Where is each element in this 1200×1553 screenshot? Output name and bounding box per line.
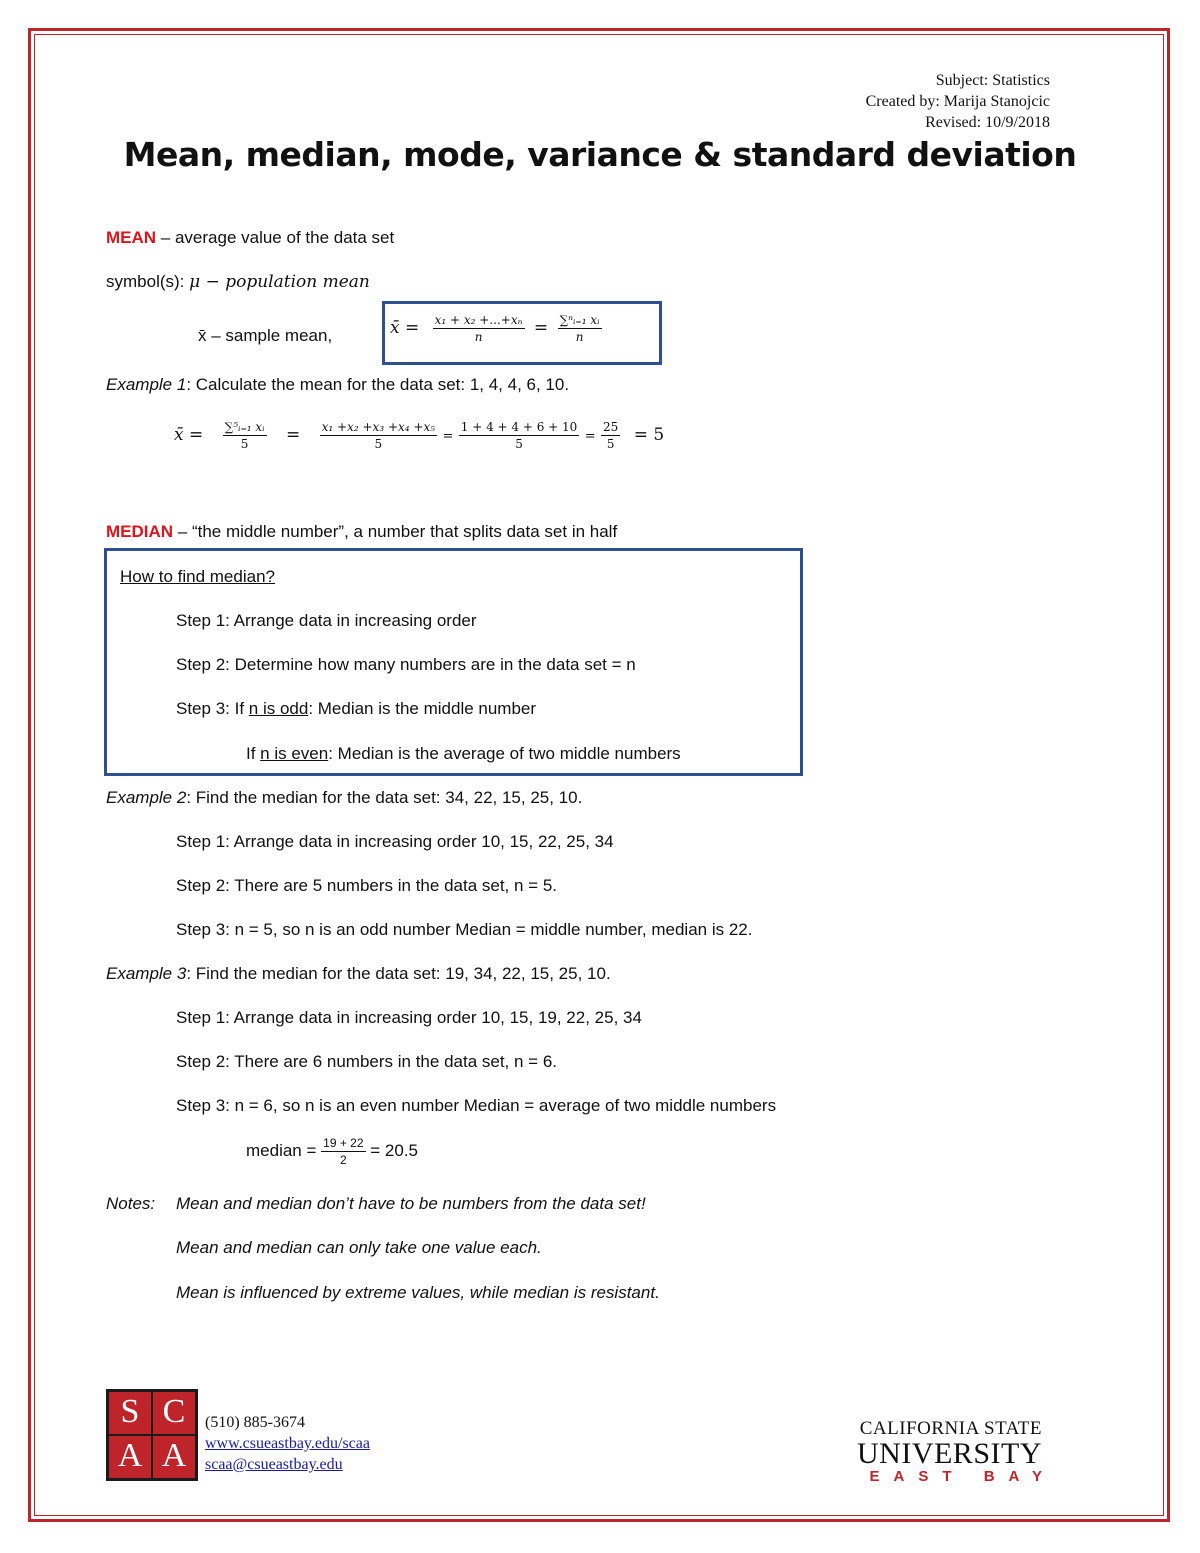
formula-eq: =: [533, 318, 549, 338]
contact-email-link[interactable]: scaa@csueastbay.edu: [205, 1456, 343, 1473]
example3-label: Example 3: [106, 964, 187, 983]
howto-step3b-even: n is even: [260, 744, 329, 763]
mean-formula: [390, 313, 602, 344]
csu-line3: EAST BAY: [869, 1468, 1056, 1485]
calc-lhs: x̄ =: [174, 425, 204, 445]
logo-letter-c: C: [153, 1392, 195, 1434]
median-heading: MEDIAN: [106, 522, 174, 541]
example1-label: Example 1: [106, 375, 187, 394]
formula-sigma-den: n: [575, 330, 584, 344]
notes-label: Notes:: [106, 1194, 156, 1213]
calc-f4-den: 5: [606, 437, 615, 451]
median-heading-line: [106, 522, 617, 542]
formula-sigma-fraction: [558, 313, 602, 344]
median-calc-fraction: [321, 1136, 365, 1167]
example3-step3: Step 3: n = 6, so n is an even number Median = average of two middle numbers: [176, 1096, 777, 1115]
scaa-logo: [106, 1389, 198, 1481]
howto-step3b-prefix: If: [246, 744, 261, 763]
howto-step3-prefix: Step 3: If: [176, 699, 249, 718]
page-title: Mean, median, mode, variance & standard deviation: [123, 135, 1077, 174]
calc-eq3: =: [584, 429, 596, 444]
note-3: Mean is influenced by extreme values, while median is resistant.: [176, 1283, 660, 1302]
howto-step1: Step 1: Arrange data in increasing order: [176, 611, 477, 630]
note-1: Mean and median don’t have to be numbers from the data set!: [176, 1194, 646, 1213]
formula-sum-fraction: [433, 313, 525, 344]
calc-f3-num: 1 + 4 + 4 + 6 + 10: [460, 420, 578, 434]
xbar-label: x̄ – sample mean,: [198, 326, 333, 345]
example2-step1: Step 1: Arrange data in increasing order 10, 15, 22, 25, 34: [176, 832, 614, 851]
calc-fraction-4: [601, 420, 620, 451]
formula-lhs: x̄ =: [390, 318, 420, 338]
example2-text: : Find the median for the data set: 34, 22, 15, 25, 10.: [186, 788, 583, 807]
csu-logo: [857, 1418, 1056, 1485]
symbols-line: [106, 272, 370, 292]
example1-line: [106, 375, 569, 395]
contact-url-link[interactable]: www.csueastbay.edu/scaa: [205, 1435, 370, 1452]
calc-f4-num: 25: [603, 420, 619, 434]
median-definition: – “the middle number”, a number that splits data set in half: [173, 522, 618, 541]
calc-f3-den: 5: [515, 437, 523, 451]
calc-f1-den: 5: [240, 437, 249, 451]
example3-step2: Step 2: There are 6 numbers in the data set, n = 6.: [176, 1052, 558, 1071]
howto-step3-suffix: : Median is the middle number: [308, 699, 537, 718]
logo-letter-s: S: [109, 1392, 151, 1434]
median-calc-den: 2: [340, 1153, 347, 1167]
calc-f2-num: x₁ +x₂ +x₃ +x₄ +x₅: [321, 420, 436, 434]
note-2: Mean and median can only take one value each.: [176, 1238, 542, 1257]
example2-step3: Step 3: n = 5, so n is an odd number Median = middle number, median is 22.: [176, 920, 753, 939]
example3-text: : Find the median for the data set: 19, 34, 22, 15, 25, 10.: [186, 964, 611, 983]
howto-step3-odd: n is odd: [248, 699, 309, 718]
formula-sum-den: n: [474, 330, 483, 344]
howto-step3: [176, 699, 536, 719]
howto-step3b-suffix: : Median is the average of two middle numbers: [328, 744, 681, 763]
mean-heading: MEAN: [106, 228, 157, 247]
example2-step2: Step 2: There are 5 numbers in the data set, n = 5.: [176, 876, 558, 895]
mean-heading-line: [106, 228, 394, 248]
meta-created: Created by: Marija Stanojcic: [865, 93, 1050, 110]
calc-fraction-3: [459, 420, 580, 451]
howto-step3b: [246, 744, 681, 764]
logo-letter-a2: A: [153, 1436, 195, 1478]
calc-eq1: =: [286, 425, 301, 445]
example3-line: [106, 964, 611, 984]
mean-definition: – average value of the data set: [156, 228, 395, 247]
mu-text: μ − population mean: [189, 272, 370, 292]
howto-title: How to find median?: [120, 567, 275, 586]
example1-text: : Calculate the mean for the data set: 1, 4, 4, 6, 10.: [186, 375, 570, 394]
calc-result: = 5: [633, 425, 665, 445]
formula-sum-num: x₁ + x₂ +...+xₙ: [434, 313, 523, 327]
document-meta: [866, 70, 1050, 133]
example3-step1: Step 1: Arrange data in increasing order 10, 15, 19, 22, 25, 34: [176, 1008, 642, 1027]
meta-revised: Revised: 10/9/2018: [925, 114, 1050, 131]
calc-fraction-1: [223, 420, 267, 451]
example2-line: [106, 788, 582, 808]
contact-info: [205, 1412, 370, 1475]
contact-phone: (510) 885-3674: [205, 1414, 305, 1431]
example3-median-calc: [246, 1136, 418, 1167]
calc-eq2: =: [442, 429, 454, 444]
meta-subject: Subject: Statistics: [935, 72, 1050, 89]
csu-line1: CALIFORNIA STATE: [859, 1418, 1042, 1439]
formula-sigma-num: ∑ⁿᵢ₌₁ xᵢ: [559, 313, 600, 327]
median-calc-result: = 20.5: [370, 1140, 419, 1160]
example1-calculation: [174, 420, 664, 451]
median-calc-prefix: median =: [246, 1140, 317, 1160]
howto-step2: Step 2: Determine how many numbers are in the data set = n: [176, 655, 636, 674]
median-calc-num: 19 + 22: [323, 1136, 364, 1150]
calc-f1-num: ∑⁵ᵢ₌₁ xᵢ: [224, 420, 265, 434]
csu-line2: UNIVERSITY: [857, 1437, 1042, 1470]
example2-label: Example 2: [106, 788, 187, 807]
logo-letter-a1: A: [109, 1436, 151, 1478]
calc-fraction-2: [320, 420, 437, 451]
symbols-label: symbol(s):: [106, 272, 190, 291]
calc-f2-den: 5: [374, 437, 383, 451]
